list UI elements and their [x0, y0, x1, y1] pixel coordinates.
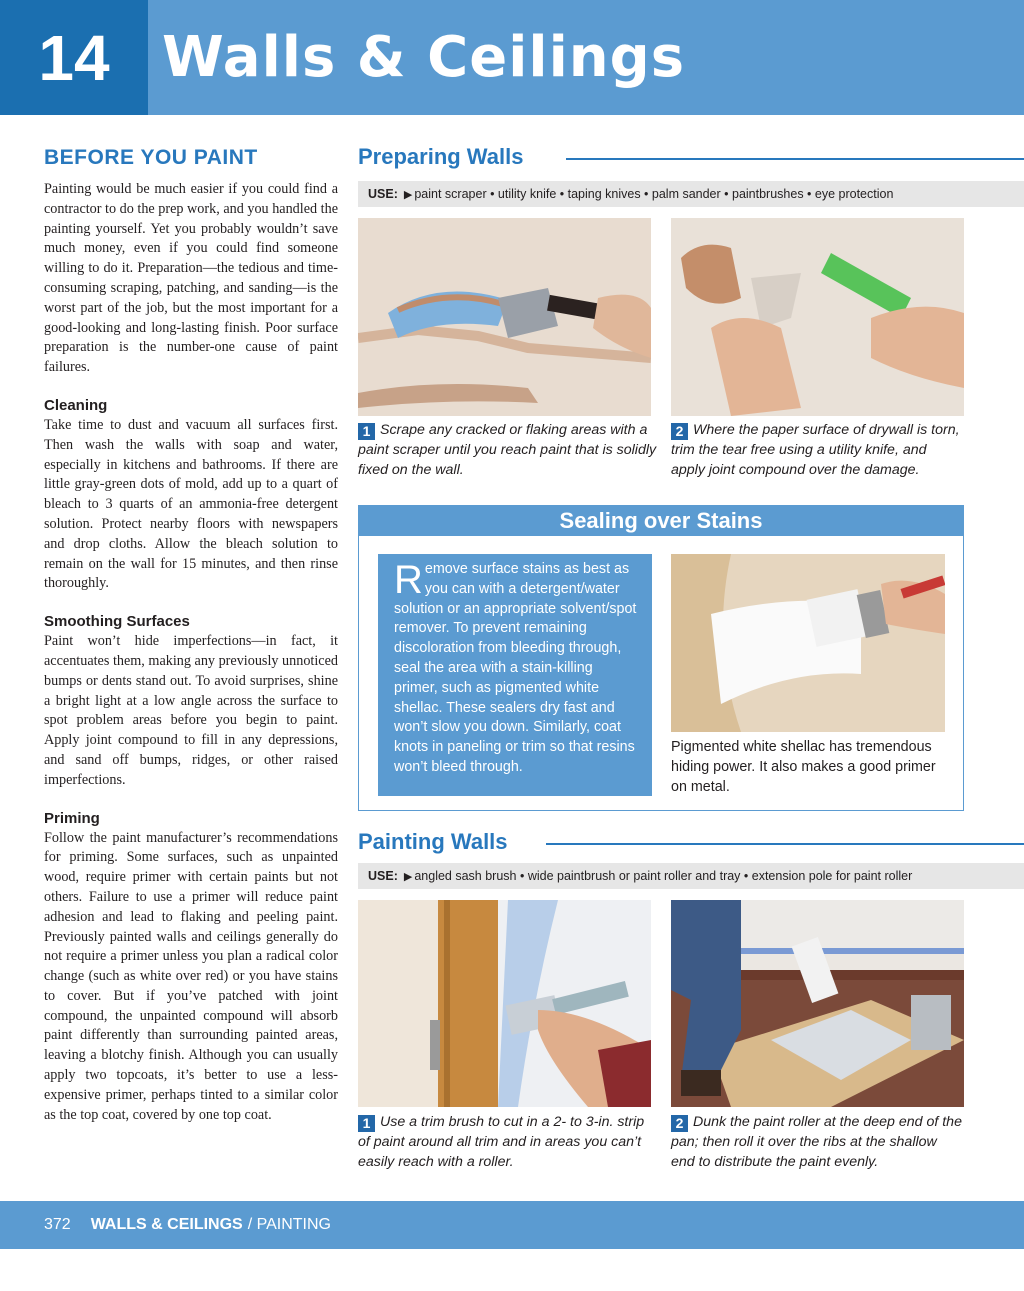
- cleaning-paragraph: Take time to dust and vacuum all surfaces first. Then wash the walls with soap and water, especially in kitchens and bathrooms. If there are little gray-green dots of mold, add up to a quart of bleach to 3 quarts of an ammonia-free detergent solution. Protect nearby floors with newspapers and drop cloths. Allow the bleach solution to remain on the wall for 15 minutes, and then rinse thoroughly.: [44, 416, 338, 592]
- tools-list: paint scraper • utility knife • taping knives • palm sander • paintbrushes • eye protection: [414, 187, 894, 201]
- step-number-badge: 2: [671, 423, 688, 440]
- smoothing-paragraph: Paint won’t hide imperfections—in fact, it accentuates them, making any previously unnoticed bumps or dents stand out. To avoid surprises, shine a bright light at a low angle across the surface to spot problem areas before you begin to paint. Apply joint compound to fill in any depressions, and sand off bumps, ridges, or other raised imperfections.: [44, 633, 338, 788]
- shellac-caption: Pigmented white shellac has tremendous hiding power. It also makes a good primer on metal.: [671, 739, 936, 795]
- use-label: USE:: [368, 187, 398, 201]
- preparing-tools-bar: [358, 181, 1024, 207]
- drop-cap: R: [394, 558, 423, 602]
- preparing-step-1-caption: [358, 421, 658, 480]
- before-you-paint-heading: BEFORE YOU PAINT: [44, 146, 258, 169]
- page-footer: [0, 1201, 1024, 1249]
- footer-section: WALLS & CEILINGS: [90, 1216, 243, 1233]
- sealing-text: emove surface stains as best as you can with a detergent/water solution or an appropriate solvent/spot remover. To prevent remaining discoloration from bleeding through, seal the area with a stain-killing primer, such as pigmented white shellac. These sealers dry fast and won’t slow you down. Similarly, coat knots in paneling or trim so that resins won’t bleed through.: [394, 561, 637, 775]
- page-number: 372: [44, 1216, 71, 1233]
- cleaning-heading: Cleaning: [44, 396, 108, 414]
- sealing-over-stains-box: [358, 505, 964, 811]
- chapter-title: Walls & Ceilings: [148, 0, 1024, 115]
- use-label: USE:: [368, 869, 398, 883]
- painting-tools-bar: [358, 863, 1024, 889]
- play-arrow-icon: ▶: [403, 188, 413, 201]
- scraping-photo: [358, 218, 651, 416]
- before-you-paint-column: [44, 146, 338, 1125]
- heading-rule: [546, 843, 1024, 845]
- sealing-text-panel: [378, 554, 652, 796]
- sealing-heading: Sealing over Stains: [359, 506, 963, 536]
- painting-walls-heading: Painting Walls: [358, 829, 508, 854]
- cutting-in-photo: [358, 900, 651, 1107]
- step-caption-text: Dunk the paint roller at the deep end of the pan; then roll it over the ribs at the shallow end to distribute the paint evenly.: [671, 1114, 962, 1170]
- footer-subsection: / PAINTING: [247, 1216, 331, 1233]
- step-caption-text: Where the paper surface of drywall is torn, trim the tear free using a utility knife, and apply joint compound over the damage.: [671, 422, 960, 478]
- priming-paragraph: Follow the paint manufacturer’s recommendations for priming. Some surfaces, such as unpainted wood, require primer with certain paints but not others. Failure to use a primer will reduce paint adhesion and lead to flaking and peeling paint. Previously painted walls and ceilings generally do not require a primer unless you plan a radical color change (such as white over red) or you have stains to cover. But if you’ve patched with joint compound, the unpainted compound will absorb paint differently than surrounding painted areas, leaving a blotchy finish. Although you can usually apply two topcoats, it’s better to use a less-expensive primer, perhaps tinted to a similar color as the top coat, covered by one top coat.: [44, 829, 338, 1123]
- smoothing-heading: Smoothing Surfaces: [44, 613, 190, 631]
- preparing-walls-heading: Preparing Walls: [358, 144, 524, 169]
- step-number-badge: 2: [671, 1115, 688, 1132]
- roller-tray-photo: [671, 900, 964, 1107]
- priming-heading: Priming: [44, 809, 100, 827]
- shellac-brush-photo: [671, 554, 945, 732]
- chapter-number: 14: [0, 0, 148, 115]
- step-caption-text: Scrape any cracked or flaking areas with a paint scraper until you reach paint that is solidly fixed on the wall.: [358, 422, 657, 478]
- play-arrow-icon: ▶: [403, 870, 413, 883]
- tools-list: angled sash brush • wide paintbrush or paint roller and tray • extension pole for paint roller: [414, 869, 913, 883]
- intro-paragraph: Painting would be much easier if you could find a contractor to do the prep work, and you handled the painting yourself. Yet you probably wouldn’t save much money, even if you could find someone willing to do it. Preparation—the tedious and time-consuming scraping, patching, and sanding—is the worst part of the job, but the most important for a good-looking and long-lasting finish. Poor surface preparation is the number-one cause of paint failures.: [44, 181, 338, 376]
- step-caption-text: Use a trim brush to cut in a 2- to 3-in. strip of paint around all trim and in areas you can’t easily reach with a roller.: [358, 1114, 645, 1170]
- painting-step-2-caption: [671, 1113, 964, 1172]
- preparing-step-2-caption: [671, 421, 964, 480]
- drywall-knife-photo: [671, 218, 964, 416]
- painting-step-1-caption: [358, 1113, 658, 1172]
- step-number-badge: 1: [358, 1115, 375, 1132]
- step-number-badge: 1: [358, 423, 375, 440]
- heading-rule: [566, 158, 1024, 160]
